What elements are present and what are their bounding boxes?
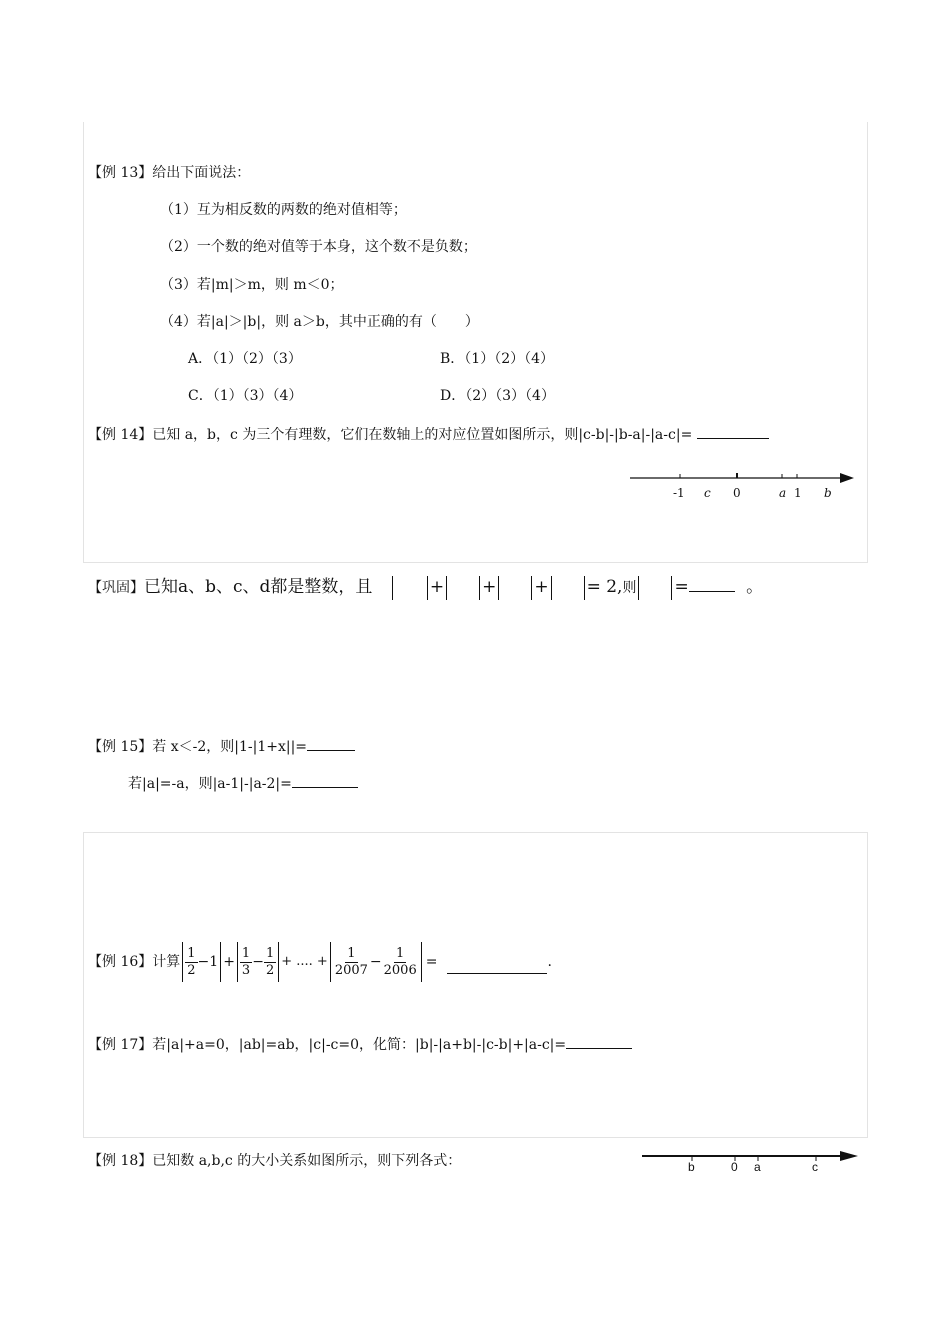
ex13-item-2: （2）一个数的绝对值等于本身，这个数不是负数； [160,239,477,255]
ex14-answer-blank[interactable] [697,424,769,439]
ex15-line-1 [88,736,355,757]
ex18-text: 已知数 a,b,c 的大小关系如图所示，则下列各式： [152,1153,462,1169]
ex17-line [88,1034,632,1055]
ex18-label: 【例 18】 [88,1153,153,1169]
ex18-line [88,1151,461,1171]
abs-bar [237,942,238,982]
ex13-option-b: B．（1）（2）（4） [440,351,555,367]
ex16-answer-blank[interactable] [447,959,547,974]
ex14-label: 【例 14】 [88,427,153,443]
consolidate-label: 【巩固】 [88,580,144,596]
ex16-text: 计算 [152,954,181,970]
ex13-option-d: D．（2）（3）（4） [440,388,555,404]
consolidate-then: 则 [622,580,637,596]
abs-bar [427,576,428,600]
ex18-axis-label-c: c [812,1160,818,1174]
abs-bar [182,942,183,982]
ex13-heading [88,163,250,183]
ex13-option-c: C．（1）（3）（4） [188,388,303,404]
ex15-line-2 [128,773,358,794]
ex14-line [88,424,769,445]
fraction: $\frac{1}{2}$ [265,945,275,978]
abs-bar [638,576,639,600]
period: . [547,954,552,970]
ex15-label: 【例 15】 [88,739,153,755]
ex15-text2: 若|a|=-a，则|a-1|-|a-2|= [128,776,292,792]
ex18-number-line [640,1148,860,1168]
abs-bar [584,576,585,600]
abs-bar [671,576,672,600]
consolidate-answer-blank[interactable] [689,573,735,592]
minus-sign: −1 [197,954,219,970]
ex14-text: 已知 a，b，c 为三个有理数，它们在数轴上的对应位置如图所示，则|c-b|-|b-a|-|a-c|= [152,427,693,443]
abs-bar [278,942,279,982]
minus-sign: − [252,954,264,970]
ex13-label: 【例 13】 [88,165,153,181]
ex13-item-4: （4）若|a|＞|b|，则 a＞b，其中正确的有（ ） [160,314,479,330]
ex14-axis-label-b: b [824,486,832,500]
ex15-answer-blank-2[interactable] [292,773,358,788]
minus-sign: − [369,954,382,970]
ex17-answer-blank[interactable] [566,1034,632,1049]
consolidate-eq2: = [674,577,689,597]
consolidate-eq: = 2, [586,577,623,597]
consolidate-end: 。 [746,577,764,597]
ex18-axis-label-0: 0 [731,1160,738,1174]
ex13-intro: 给出下面说法： [152,165,251,181]
ex18-axis-label-b: b [688,1160,695,1174]
ex15-answer-blank-1[interactable] [307,736,355,751]
ex13-option-a: A．（1）（2）（3） [188,351,302,367]
ex14-axis-label-neg1: -1 [673,486,685,500]
abs-bar [446,576,447,600]
fraction: $\frac{1}{2006}$ [383,945,417,978]
ex14-axis-label-0: 0 [733,486,741,500]
consolidate-text: 已知a、b、c、d都是整数，且 [144,577,373,597]
fraction: $\frac{1}{2007}$ [334,945,368,978]
fraction: $\frac{1}{2}$ [187,945,196,978]
abs-bar [479,576,480,600]
plus-sign: + [223,954,235,970]
abs-bar [220,942,221,982]
abs-bar [330,942,331,982]
ex14-axis-label-c: c [704,486,711,500]
ex17-text: 若|a|+a=0，|ab|=ab，|c|-c=0，化简：|b|-|a+b|-|c-b|+|a-c|= [152,1037,567,1053]
example-box-2 [83,832,868,1138]
ex14-axis-label-a: a [779,486,787,500]
ex13-item-3: （3）若|m|＞m，则 m＜0； [160,277,344,293]
fraction: $\frac{1}{3}$ [241,945,251,978]
abs-bar [498,576,499,600]
ex14-axis-label-1: 1 [794,486,802,500]
ex16-line [88,940,552,984]
ellipsis-sum: + .... + [281,954,328,969]
ex13-item-1: （1）互为相反数的两数的绝对值相等； [160,202,407,218]
ex17-label: 【例 17】 [88,1037,153,1053]
ex15-text: 若 x＜-2，则|1-|1+x||= [152,739,308,755]
abs-bar [551,576,552,600]
ex18-axis-label-a: a [754,1160,761,1174]
ex16-label: 【例 16】 [88,954,153,970]
abs-bar [421,942,422,982]
equals-sign: = [425,954,438,970]
consolidate-line: 【巩固】已知a、b、c、d都是整数，且 + + + = 2,则 = 。 [88,572,763,603]
abs-bar [531,576,532,600]
abs-bar [392,576,393,600]
